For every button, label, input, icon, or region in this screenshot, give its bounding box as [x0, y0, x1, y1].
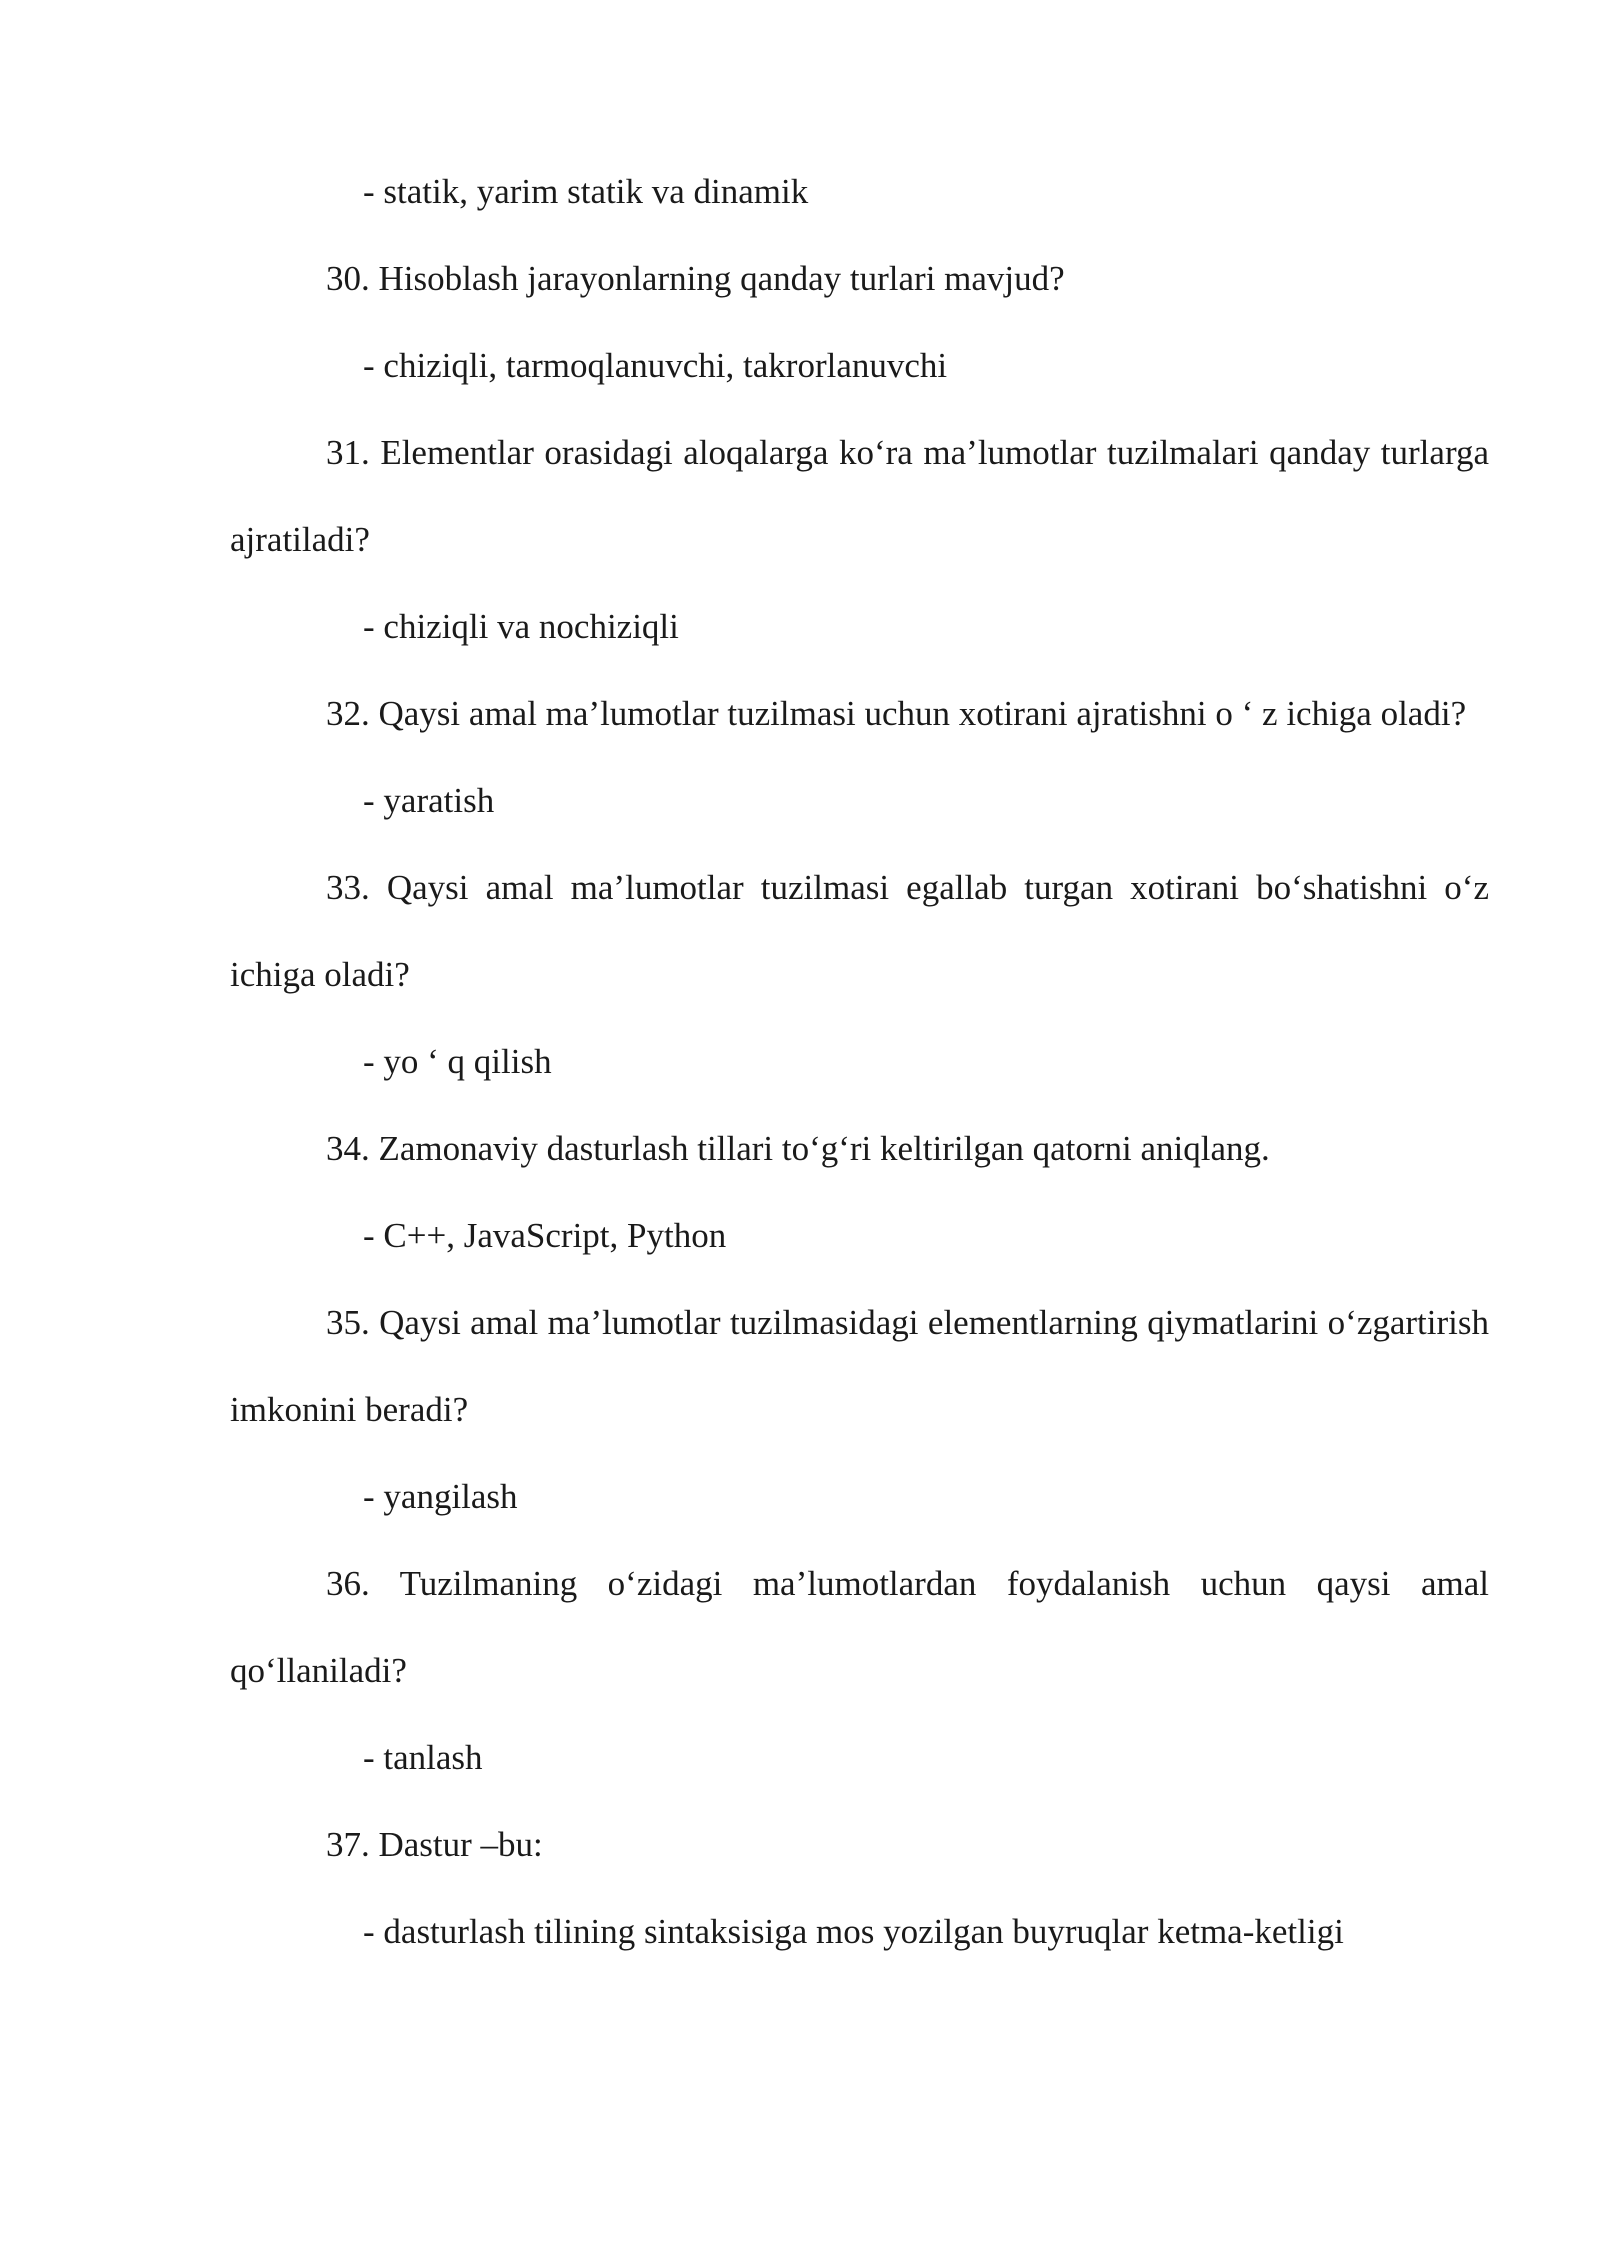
answer-33: - yo ‘ q qilish: [363, 1042, 552, 1081]
answer-31: - chiziqli va nochiziqli: [363, 607, 679, 646]
answer-34: - C++, JavaScript, Python: [363, 1216, 727, 1255]
question-31: 31. Elementlar orasidagi aloqalarga ko‘ra ma’lumotlar tuzilmalari qanday turlarga ajratiladi?: [230, 433, 1489, 559]
question-35: 35. Qaysi amal ma’lumotlar tuzilmasidagi elementlarning qiymatlarini o‘zgartirish imkonini beradi?: [230, 1303, 1489, 1429]
answer-35: - yangilash: [363, 1477, 518, 1516]
question-33: 33. Qaysi amal ma’lumotlar tuzilmasi egallab turgan xotirani bo‘shatishni o‘z ichiga oladi?: [230, 868, 1489, 994]
question-34: 34. Zamonaviy dasturlash tillari to‘g‘ri keltirilgan qatorni aniqlang.: [326, 1129, 1270, 1168]
question-30: 30. Hisoblash jarayonlarning qanday turlari mavjud?: [326, 259, 1065, 298]
page-content: [230, 148, 1489, 1975]
answer-32: - yaratish: [363, 781, 495, 820]
answer-37: - dasturlash tilining sintaksisiga mos yozilgan buyruqlar ketma-ketligi: [363, 1912, 1344, 1951]
answer-36: - tanlash: [363, 1738, 483, 1777]
answer-29: - statik, yarim statik va dinamik: [363, 172, 809, 211]
question-32: 32. Qaysi amal ma’lumotlar tuzilmasi uchun xotirani ajratishni o ‘ z ichiga oladi?: [326, 694, 1467, 733]
question-37: 37. Dastur –bu:: [326, 1825, 543, 1864]
answer-30: - chiziqli, tarmoqlanuvchi, takrorlanuvchi: [363, 346, 948, 385]
question-36: 36. Tuzilmaning o‘zidagi ma’lumotlardan foydalanish uchun qaysi amal qo‘llaniladi?: [230, 1564, 1489, 1690]
